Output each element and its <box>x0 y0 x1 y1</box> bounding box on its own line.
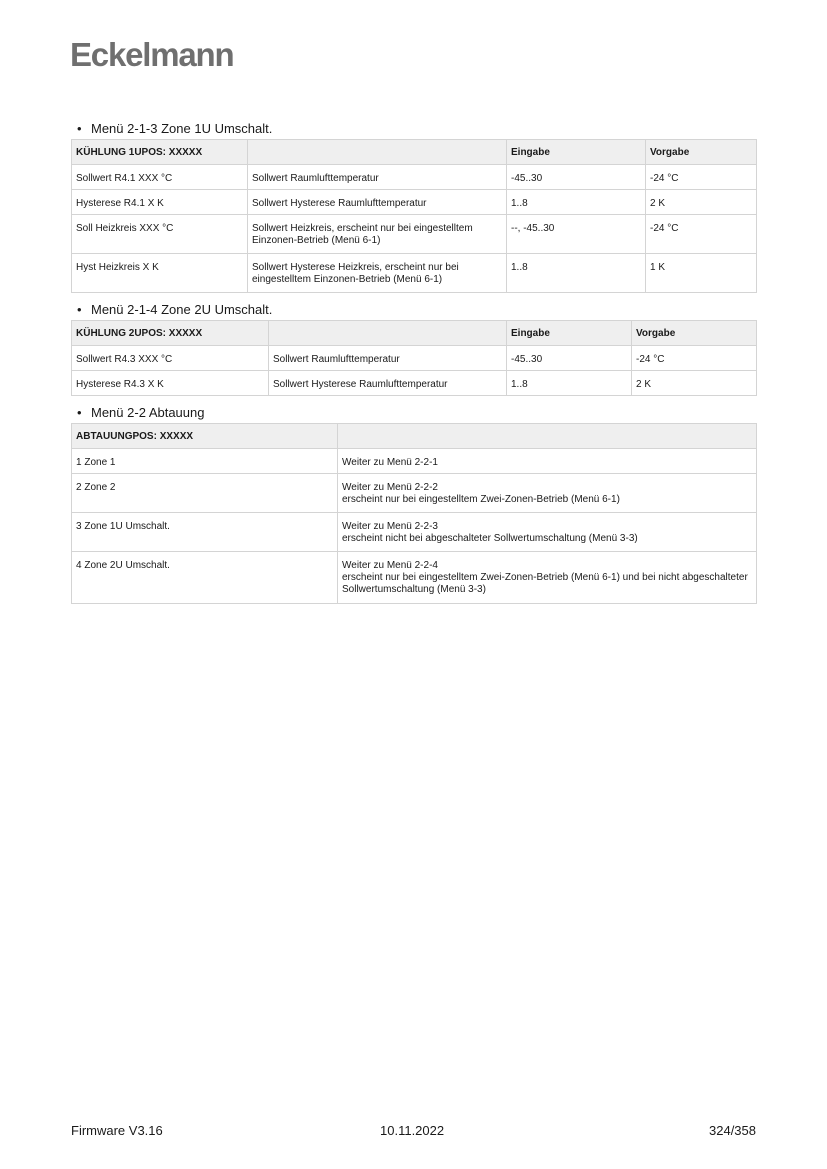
section-title: • Menü 2-1-4 Zone 2U Umschalt. <box>77 302 273 317</box>
table-cell: 3 Zone 1U Umschalt. <box>72 513 338 552</box>
table-cell <box>338 552 757 604</box>
table-cell: 2 Zone 2 <box>72 474 338 513</box>
column-header: Eingabe <box>507 140 646 165</box>
table-abtauung <box>71 423 757 604</box>
table-cell <box>338 474 757 513</box>
cell-line: erscheint nur bei eingestelltem Zwei-Zonen-Betrieb (Menü 6-1) und bei nicht abgeschalteter Sollwertumschaltung (Menü 3-3) <box>342 572 748 595</box>
column-header: KÜHLUNG 2UPOS: XXXXX <box>72 321 269 346</box>
table-row <box>72 190 757 215</box>
cell-line: erscheint nicht bei abgeschalteter Sollwertumschaltung (Menü 3-3) <box>342 533 638 544</box>
footer-page-number: 324/358 <box>709 1123 756 1138</box>
table-row <box>72 346 757 371</box>
table-kuehlung-1u <box>71 139 757 293</box>
table-row <box>72 215 757 254</box>
table-cell: 1..8 <box>507 371 632 396</box>
table-row <box>72 449 757 474</box>
table-cell: -24 °C <box>632 346 757 371</box>
table-header-row <box>72 424 757 449</box>
table-cell: 1 Zone 1 <box>72 449 338 474</box>
table-cell: --, -45..30 <box>507 215 646 254</box>
table-cell: Sollwert Hysterese Raumlufttemperatur <box>248 190 507 215</box>
table-row <box>72 254 757 293</box>
table-cell: Hysterese R4.3 X K <box>72 371 269 396</box>
section-title: • Menü 2-1-3 Zone 1U Umschalt. <box>77 121 273 136</box>
table-row <box>72 513 757 552</box>
table-cell: -45..30 <box>507 165 646 190</box>
table-cell: -24 °C <box>646 215 757 254</box>
column-header <box>269 321 507 346</box>
section-menu-2-2 <box>71 405 756 604</box>
table-cell: Sollwert Heizkreis, erscheint nur bei eingestelltem Einzonen-Betrieb (Menü 6-1) <box>248 215 507 254</box>
table-cell: Weiter zu Menü 2-2-1 <box>338 449 757 474</box>
eckelmann-logo: Eckelmann <box>70 36 234 73</box>
cell-line: Weiter zu Menü 2-2-3 <box>342 521 438 532</box>
footer-date: 10.11.2022 <box>380 1123 445 1138</box>
table-row <box>72 371 757 396</box>
cell-line: Weiter zu Menü 2-2-4 <box>342 560 438 571</box>
table-cell: 1..8 <box>507 254 646 293</box>
table-cell: -45..30 <box>507 346 632 371</box>
table-header-row <box>72 321 757 346</box>
table-header-row <box>72 140 757 165</box>
cell-line: erscheint nur bei eingestelltem Zwei-Zonen-Betrieb (Menü 6-1) <box>342 494 620 505</box>
section-menu-2-1-4 <box>71 302 756 396</box>
table-cell: Sollwert Hysterese Raumlufttemperatur <box>269 371 507 396</box>
column-header <box>338 424 757 449</box>
column-header: Vorgabe <box>646 140 757 165</box>
table-cell: Hyst Heizkreis X K <box>72 254 248 293</box>
table-cell: Hysterese R4.1 X K <box>72 190 248 215</box>
table-cell: 1 K <box>646 254 757 293</box>
section-menu-2-1-3 <box>71 121 756 293</box>
table-cell: Sollwert Raumlufttemperatur <box>269 346 507 371</box>
column-header: ABTAUUNGPOS: XXXXX <box>72 424 338 449</box>
table-kuehlung-2u <box>71 320 757 396</box>
table-cell: Soll Heizkreis XXX °C <box>72 215 248 254</box>
table-row <box>72 165 757 190</box>
section-title: • Menü 2-2 Abtauung <box>77 405 205 420</box>
column-header: KÜHLUNG 1UPOS: XXXXX <box>72 140 248 165</box>
table-row <box>72 474 757 513</box>
cell-line: Weiter zu Menü 2-2-2 <box>342 482 438 493</box>
footer-firmware: Firmware V3.16 <box>71 1123 163 1138</box>
table-cell: 1..8 <box>507 190 646 215</box>
column-header <box>248 140 507 165</box>
table-cell: Sollwert Hysterese Heizkreis, erscheint nur bei eingestelltem Einzonen-Betrieb (Menü 6-1) <box>248 254 507 293</box>
table-cell: 2 K <box>646 190 757 215</box>
column-header: Vorgabe <box>632 321 757 346</box>
table-cell: Sollwert R4.1 XXX °C <box>72 165 248 190</box>
table-cell: Sollwert Raumlufttemperatur <box>248 165 507 190</box>
table-cell: 2 K <box>632 371 757 396</box>
table-cell: -24 °C <box>646 165 757 190</box>
table-cell <box>338 513 757 552</box>
table-cell: Sollwert R4.3 XXX °C <box>72 346 269 371</box>
table-row <box>72 552 757 604</box>
column-header: Eingabe <box>507 321 632 346</box>
table-cell: 4 Zone 2U Umschalt. <box>72 552 338 604</box>
